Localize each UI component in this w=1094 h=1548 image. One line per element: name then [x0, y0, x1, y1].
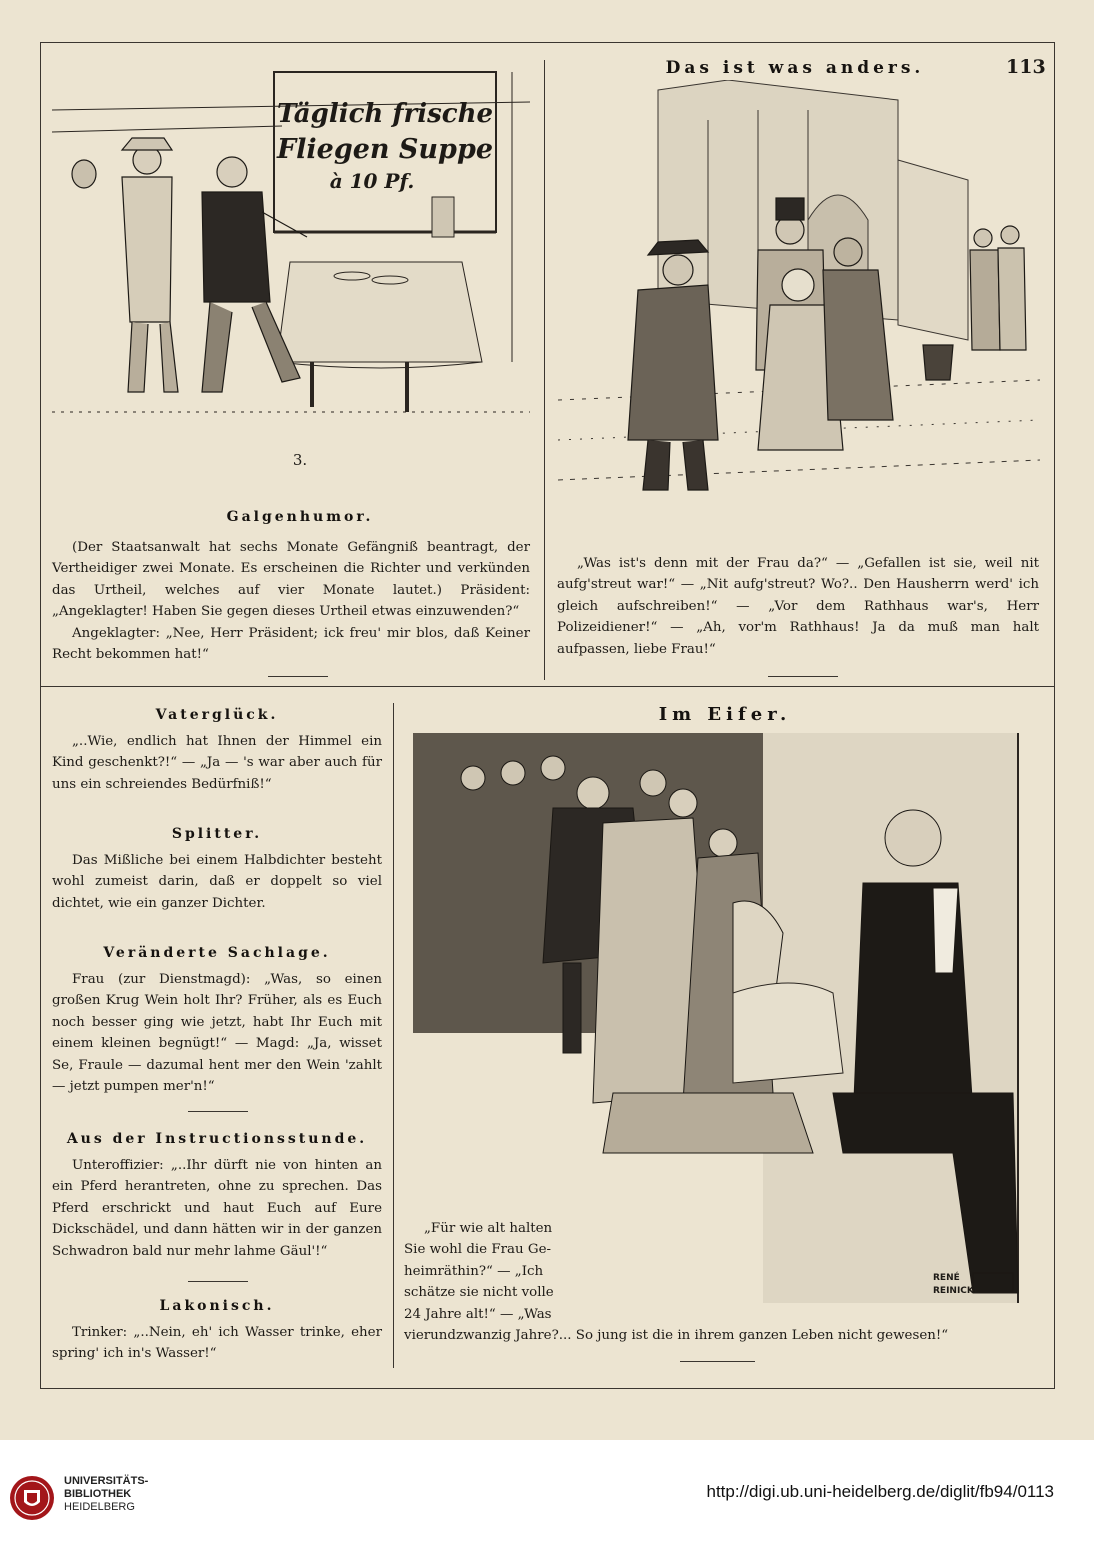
- lakonisch-text: [52, 1322, 382, 1365]
- right-title: Das ist was anders.: [665, 58, 925, 78]
- instructionsstunde-paragraph: Unteroffizier: „..Ihr dürft nie von hinten an ein Pferd herantreten, ohne zu sprechen. Das Pferd erschrickt und haut Euch auf Eure Dickschädel, und dann hätten wir in der ganzen Schwadron bald nur mehr lahme Gäul'!“: [52, 1158, 382, 1259]
- caption-line-1: „Für wie alt halten: [424, 1221, 553, 1236]
- sign-line-3: à 10 Pf.: [329, 169, 415, 193]
- rule-left-bottom-1: [188, 1111, 248, 1112]
- figure-number: 3.: [292, 451, 308, 469]
- galgenhumor-paragraph-2: Angeklagter: „Nee, Herr Präsident; ick freu' mir blos, daß Keiner Recht bekommen hat!“: [52, 625, 530, 663]
- heading-veraenderte-sachlage: Veränderte Sachlage.: [103, 945, 331, 961]
- street-scene-text: [557, 553, 1039, 660]
- rule-left-top: [268, 676, 328, 677]
- signature-line-1: RENÉ: [933, 1273, 960, 1283]
- illustration-street-scene: [558, 80, 1040, 540]
- heading-lakonisch: Lakonisch.: [159, 1298, 275, 1314]
- heading-splitter: Splitter.: [171, 826, 263, 842]
- rule-left-bottom-2: [188, 1281, 248, 1282]
- illustration-soup-shop: [52, 62, 530, 442]
- sign-line-1: Täglich frische: [276, 99, 494, 129]
- galgenhumor-text: [52, 537, 530, 665]
- top-column-divider: [544, 60, 545, 680]
- source-url-link[interactable]: http://digi.ub.uni-heidelberg.de/diglit/fb94/0113: [706, 1482, 1054, 1501]
- caption-line-4: schätze sie nicht volle: [404, 1285, 554, 1301]
- library-line-2: BIBLIOTHEK: [64, 1488, 132, 1500]
- vaterglueck-paragraph: „..Wie, endlich hat Ihnen der Himmel ein Kind geschenkt?!“ — „Ja — 's war aber auch für uns ein schreiendes Bedürfniß!“: [52, 734, 382, 792]
- rule-right-top: [768, 676, 838, 677]
- splitter-paragraph: Das Mißliche bei einem Halbdichter besteht wohl zumeist darin, daß er doppelt so viel dichtet, wie ein ganzer Dichter.: [52, 853, 382, 911]
- heading-instructionsstunde: Aus der Instructionsstunde.: [66, 1131, 368, 1147]
- heading-vaterglueck: Vaterglück.: [155, 707, 279, 723]
- page-number: 113: [1006, 56, 1046, 78]
- instructionsstunde-text: [52, 1155, 382, 1262]
- library-line-3: HEIDELBERG: [64, 1501, 135, 1513]
- veraenderte-sachlage-paragraph: Frau (zur Dienstmagd): „Was, so einen großen Krug Wein holt Ihr? Früher, als es Euch noch besser ging wie jetzt, habt Ihr Euch mit einem kleinen begnügt!“ — Magd: „Ja, wisset Se, Fraule — dazumal hent mer den Wein 'zahlt — jetzt pumpen mer'n!“: [52, 972, 382, 1095]
- splitter-text: [52, 850, 382, 914]
- galgenhumor-paragraph-1: (Der Staatsanwalt hat sechs Monate Gefängniß beantragt, der Vertheidiger zwei Monate. Es erscheinen die Richter und verkünden das Urtheil, welches auf vier Monate lautet.) Präsident: „Angeklagter! Haben Sie gegen dieses Urtheil etwas einzuwenden?“: [52, 540, 530, 620]
- caption-line-3: heimräthin?“ — „Ich: [404, 1263, 544, 1279]
- library-name: [64, 1475, 148, 1514]
- sign-line-2: Fliegen Suppe: [276, 134, 494, 165]
- heading-galgenhumor: Galgenhumor.: [226, 509, 374, 525]
- signature-line-2: REINICKE: [933, 1286, 981, 1296]
- rule-right-bottom: [680, 1361, 755, 1362]
- vaterglueck-text: [52, 731, 382, 795]
- caption-line-5: 24 Jahre alt!“ — „Was: [404, 1306, 552, 1322]
- library-line-1: UNIVERSITÄTS-: [64, 1475, 149, 1487]
- lakonisch-paragraph: Trinker: „..Nein, eh' ich Wasser trinke, eher spring' ich in's Wasser!“: [52, 1325, 382, 1362]
- veraenderte-sachlage-text: [52, 969, 382, 1097]
- im-eifer-caption-last: vierundzwanzig Jahre?... So jung ist die in ihrem ganzen Leben nicht gewesen!“: [404, 1328, 949, 1343]
- bottom-column-divider: [393, 703, 394, 1368]
- heading-im-eifer: Im Eifer.: [658, 704, 792, 725]
- horizontal-divider: [40, 686, 1055, 687]
- street-scene-paragraph: „Was ist's denn mit der Frau da?“ — „Gefallen ist sie, weil nit aufg'streut war!“ — „Nit aufg'streut? Wo?.. Den Hausherrn werd' ich gleich aufschreiben!“ — „Vor dem Rathhaus war's, Herr Polizeidiener!“ — „Ah, vor'm Rathhaus! Ja da muß man halt aufpassen, liebe Frau!“: [557, 556, 1039, 657]
- im-eifer-caption: [404, 1218, 582, 1325]
- university-seal-icon: [8, 1474, 56, 1522]
- caption-line-2: Sie wohl die Frau Ge-: [404, 1242, 552, 1258]
